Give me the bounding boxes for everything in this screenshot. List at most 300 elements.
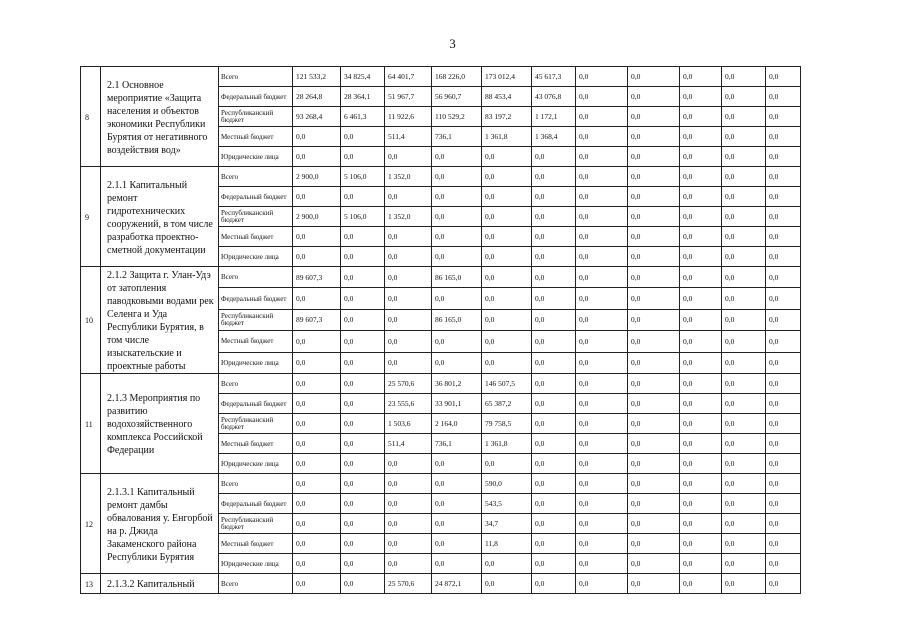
value-cell: 0,0	[722, 107, 766, 127]
funding-source: Местный бюджет	[219, 127, 293, 147]
value-cell: 511,4	[385, 127, 432, 147]
value-cell: 0,0	[766, 107, 801, 127]
value-cell: 0,0	[722, 494, 766, 514]
value-cell: 0,0	[722, 414, 766, 434]
value-cell: 0,0	[722, 309, 766, 330]
value-cell: 79 758,5	[482, 414, 532, 434]
funding-source: Республиканский бюджет	[219, 414, 293, 434]
table-row	[81, 267, 801, 288]
value-cell: 0,0	[532, 554, 576, 574]
value-cell: 173 012,4	[482, 67, 532, 87]
value-cell: 0,0	[432, 147, 482, 167]
value-cell: 43 076,8	[532, 87, 576, 107]
row-number: 11	[81, 374, 101, 474]
value-cell: 0,0	[766, 267, 801, 288]
value-cell: 36 801,2	[432, 374, 482, 394]
value-cell: 0,0	[293, 247, 341, 267]
value-cell: 0,0	[680, 374, 722, 394]
value-cell: 0,0	[293, 331, 341, 352]
value-cell: 0,0	[628, 87, 680, 107]
funding-source: Республиканский бюджет	[219, 107, 293, 127]
value-cell: 1 368,4	[532, 127, 576, 147]
value-cell: 0,0	[628, 187, 680, 207]
value-cell: 0,0	[680, 574, 722, 594]
value-cell: 0,0	[576, 127, 628, 147]
value-cell: 0,0	[341, 434, 385, 454]
value-cell: 0,0	[432, 554, 482, 574]
value-cell: 0,0	[432, 454, 482, 474]
value-cell: 0,0	[628, 267, 680, 288]
value-cell: 0,0	[576, 227, 628, 247]
row-number: 10	[81, 267, 101, 374]
value-cell: 0,0	[722, 207, 766, 227]
funding-source: Республиканский бюджет	[219, 309, 293, 330]
funding-source: Федеральный бюджет	[219, 87, 293, 107]
funding-source: Местный бюджет	[219, 434, 293, 454]
value-cell: 1 172,1	[532, 107, 576, 127]
value-cell: 0,0	[766, 331, 801, 352]
value-cell: 0,0	[432, 167, 482, 187]
table-row	[81, 474, 801, 494]
value-cell: 0,0	[722, 331, 766, 352]
value-cell: 0,0	[576, 87, 628, 107]
value-cell: 0,0	[341, 267, 385, 288]
value-cell: 0,0	[385, 331, 432, 352]
value-cell: 0,0	[766, 288, 801, 309]
value-cell: 0,0	[576, 434, 628, 454]
value-cell: 0,0	[766, 187, 801, 207]
value-cell: 0,0	[385, 454, 432, 474]
value-cell: 0,0	[576, 187, 628, 207]
funding-source: Юридические лица	[219, 147, 293, 167]
value-cell: 736,1	[432, 127, 482, 147]
value-cell: 0,0	[532, 474, 576, 494]
value-cell: 0,0	[680, 288, 722, 309]
value-cell: 0,0	[628, 288, 680, 309]
funding-source: Всего	[219, 67, 293, 87]
value-cell: 0,0	[576, 394, 628, 414]
value-cell: 0,0	[576, 309, 628, 330]
value-cell: 0,0	[766, 167, 801, 187]
value-cell: 1 352,0	[385, 207, 432, 227]
value-cell: 0,0	[432, 247, 482, 267]
value-cell: 1 503,6	[385, 414, 432, 434]
value-cell: 0,0	[293, 288, 341, 309]
value-cell: 0,0	[628, 434, 680, 454]
value-cell: 28 364,1	[341, 87, 385, 107]
value-cell: 0,0	[680, 87, 722, 107]
value-cell: 0,0	[341, 414, 385, 434]
value-cell: 0,0	[628, 474, 680, 494]
value-cell: 0,0	[722, 514, 766, 534]
value-cell: 0,0	[532, 514, 576, 534]
value-cell: 0,0	[532, 247, 576, 267]
value-cell: 0,0	[722, 87, 766, 107]
value-cell: 24 872,1	[432, 574, 482, 594]
value-cell: 0,0	[532, 288, 576, 309]
value-cell: 0,0	[532, 534, 576, 554]
funding-source: Юридические лица	[219, 454, 293, 474]
value-cell: 0,0	[576, 207, 628, 227]
value-cell: 0,0	[576, 147, 628, 167]
value-cell: 0,0	[680, 309, 722, 330]
value-cell: 0,0	[293, 574, 341, 594]
value-cell: 0,0	[722, 67, 766, 87]
value-cell: 0,0	[341, 187, 385, 207]
value-cell: 0,0	[482, 288, 532, 309]
value-cell: 34 825,4	[341, 67, 385, 87]
value-cell: 0,0	[628, 207, 680, 227]
value-cell: 0,0	[432, 352, 482, 373]
value-cell: 0,0	[628, 107, 680, 127]
value-cell: 0,0	[385, 514, 432, 534]
value-cell: 0,0	[766, 474, 801, 494]
value-cell: 0,0	[576, 514, 628, 534]
value-cell: 0,0	[628, 309, 680, 330]
value-cell: 56 960,7	[432, 87, 482, 107]
value-cell: 0,0	[293, 352, 341, 373]
value-cell: 0,0	[532, 147, 576, 167]
value-cell: 0,0	[766, 227, 801, 247]
value-cell: 0,0	[680, 414, 722, 434]
value-cell: 0,0	[432, 288, 482, 309]
value-cell: 0,0	[482, 574, 532, 594]
value-cell: 168 226,0	[432, 67, 482, 87]
value-cell: 0,0	[722, 454, 766, 474]
value-cell: 0,0	[341, 394, 385, 414]
value-cell: 0,0	[385, 534, 432, 554]
value-cell: 0,0	[532, 309, 576, 330]
value-cell: 0,0	[722, 474, 766, 494]
value-cell: 0,0	[576, 474, 628, 494]
value-cell: 0,0	[482, 331, 532, 352]
value-cell: 0,0	[766, 87, 801, 107]
value-cell: 0,0	[722, 374, 766, 394]
value-cell: 0,0	[385, 494, 432, 514]
value-cell: 0,0	[532, 207, 576, 227]
value-cell: 0,0	[722, 534, 766, 554]
value-cell: 0,0	[432, 514, 482, 534]
row-number: 9	[81, 167, 101, 267]
value-cell: 0,0	[722, 394, 766, 414]
value-cell: 0,0	[482, 454, 532, 474]
value-cell: 51 967,7	[385, 87, 432, 107]
value-cell: 2 900,0	[293, 207, 341, 227]
table-row	[81, 67, 801, 87]
value-cell: 0,0	[385, 474, 432, 494]
value-cell: 0,0	[532, 352, 576, 373]
value-cell: 0,0	[766, 414, 801, 434]
value-cell: 0,0	[532, 454, 576, 474]
value-cell: 0,0	[766, 554, 801, 574]
value-cell: 0,0	[293, 227, 341, 247]
value-cell: 0,0	[766, 534, 801, 554]
funding-source: Юридические лица	[219, 247, 293, 267]
funding-source: Федеральный бюджет	[219, 394, 293, 414]
value-cell: 86 165,0	[432, 267, 482, 288]
value-cell: 0,0	[722, 434, 766, 454]
value-cell: 0,0	[576, 267, 628, 288]
value-cell: 25 570,6	[385, 574, 432, 594]
value-cell: 0,0	[482, 247, 532, 267]
value-cell: 0,0	[293, 374, 341, 394]
value-cell: 0,0	[385, 187, 432, 207]
value-cell: 25 570,6	[385, 374, 432, 394]
value-cell: 0,0	[722, 187, 766, 207]
value-cell: 0,0	[576, 494, 628, 514]
value-cell: 0,0	[576, 554, 628, 574]
value-cell: 0,0	[385, 247, 432, 267]
value-cell: 0,0	[432, 331, 482, 352]
value-cell: 0,0	[293, 474, 341, 494]
value-cell: 0,0	[293, 394, 341, 414]
value-cell: 64 401,7	[385, 67, 432, 87]
value-cell: 83 197,2	[482, 107, 532, 127]
value-cell: 0,0	[628, 374, 680, 394]
value-cell: 0,0	[532, 574, 576, 594]
funding-source: Всего	[219, 267, 293, 288]
value-cell: 0,0	[766, 374, 801, 394]
value-cell: 110 529,2	[432, 107, 482, 127]
value-cell: 65 387,2	[482, 394, 532, 414]
value-cell: 0,0	[628, 574, 680, 594]
value-cell: 0,0	[766, 67, 801, 87]
value-cell: 0,0	[576, 167, 628, 187]
funding-source: Всего	[219, 167, 293, 187]
value-cell: 88 453,4	[482, 87, 532, 107]
value-cell: 0,0	[341, 534, 385, 554]
value-cell: 0,0	[532, 494, 576, 514]
funding-source: Республиканский бюджет	[219, 207, 293, 227]
value-cell: 0,0	[341, 514, 385, 534]
value-cell: 0,0	[482, 207, 532, 227]
funding-source: Всего	[219, 374, 293, 394]
value-cell: 0,0	[722, 127, 766, 147]
value-cell: 0,0	[576, 288, 628, 309]
value-cell: 0,0	[680, 187, 722, 207]
value-cell: 0,0	[432, 474, 482, 494]
table-row	[81, 167, 801, 187]
value-cell: 0,0	[766, 207, 801, 227]
value-cell: 0,0	[293, 187, 341, 207]
value-cell: 0,0	[722, 167, 766, 187]
value-cell: 0,0	[766, 394, 801, 414]
activity-name: 2.1.3.1 Капитальный ремонт дамбы обвалования у. Енгорбой на р. Джида Закаменского района Республики Бурятия	[101, 474, 219, 574]
value-cell: 0,0	[680, 474, 722, 494]
budget-table	[80, 66, 801, 594]
value-cell: 0,0	[766, 127, 801, 147]
value-cell: 736,1	[432, 434, 482, 454]
activity-name: 2.1 Основное мероприятие «Защита населения и объектов экономики Республики Бурятия от негативного воздействия вод»	[101, 67, 219, 167]
value-cell: 2 164,0	[432, 414, 482, 434]
value-cell: 0,0	[680, 394, 722, 414]
value-cell: 89 607,3	[293, 309, 341, 330]
value-cell: 0,0	[628, 534, 680, 554]
value-cell: 0,0	[628, 414, 680, 434]
funding-source: Федеральный бюджет	[219, 288, 293, 309]
value-cell: 0,0	[482, 147, 532, 167]
value-cell: 0,0	[680, 534, 722, 554]
value-cell: 0,0	[722, 247, 766, 267]
value-cell: 0,0	[341, 247, 385, 267]
value-cell: 86 165,0	[432, 309, 482, 330]
value-cell: 0,0	[576, 534, 628, 554]
value-cell: 0,0	[341, 227, 385, 247]
value-cell: 0,0	[532, 331, 576, 352]
value-cell: 11 922,6	[385, 107, 432, 127]
value-cell: 0,0	[722, 267, 766, 288]
value-cell: 0,0	[722, 574, 766, 594]
value-cell: 0,0	[680, 207, 722, 227]
value-cell: 0,0	[293, 554, 341, 574]
value-cell: 0,0	[341, 309, 385, 330]
value-cell: 0,0	[293, 494, 341, 514]
value-cell: 2 900,0	[293, 167, 341, 187]
funding-source: Юридические лица	[219, 352, 293, 373]
value-cell: 0,0	[576, 331, 628, 352]
value-cell: 0,0	[576, 414, 628, 434]
row-number: 8	[81, 67, 101, 167]
value-cell: 0,0	[482, 554, 532, 574]
value-cell: 0,0	[680, 331, 722, 352]
funding-source: Юридические лица	[219, 554, 293, 574]
value-cell: 0,0	[576, 247, 628, 267]
value-cell: 0,0	[766, 247, 801, 267]
page-number: 3	[449, 36, 456, 51]
value-cell: 0,0	[628, 352, 680, 373]
value-cell: 0,0	[432, 187, 482, 207]
value-cell: 0,0	[341, 574, 385, 594]
value-cell: 23 555,6	[385, 394, 432, 414]
value-cell: 0,0	[680, 434, 722, 454]
value-cell: 0,0	[293, 534, 341, 554]
value-cell: 0,0	[341, 288, 385, 309]
value-cell: 0,0	[293, 454, 341, 474]
value-cell: 590,0	[482, 474, 532, 494]
value-cell: 0,0	[628, 454, 680, 474]
value-cell: 0,0	[680, 454, 722, 474]
value-cell: 0,0	[482, 187, 532, 207]
value-cell: 0,0	[432, 494, 482, 514]
value-cell: 0,0	[766, 494, 801, 514]
value-cell: 93 268,4	[293, 107, 341, 127]
value-cell: 0,0	[628, 247, 680, 267]
value-cell: 0,0	[482, 309, 532, 330]
row-number: 12	[81, 474, 101, 574]
value-cell: 0,0	[341, 127, 385, 147]
activity-name: 2.1.2 Защита г. Улан-Удэ от затопления паводковыми водами рек Селенга и Уда Республики Бурятия, в том числе изыскательские и проектные работы	[101, 267, 219, 374]
value-cell: 0,0	[628, 227, 680, 247]
value-cell: 0,0	[385, 288, 432, 309]
value-cell: 0,0	[532, 414, 576, 434]
value-cell: 0,0	[341, 352, 385, 373]
funding-source: Республиканский бюджет	[219, 514, 293, 534]
value-cell: 0,0	[680, 147, 722, 167]
value-cell: 0,0	[293, 414, 341, 434]
value-cell: 0,0	[722, 352, 766, 373]
value-cell: 0,0	[293, 434, 341, 454]
value-cell: 0,0	[341, 331, 385, 352]
value-cell: 0,0	[341, 454, 385, 474]
value-cell: 0,0	[766, 514, 801, 534]
value-cell: 0,0	[385, 309, 432, 330]
value-cell: 11,8	[482, 534, 532, 554]
value-cell: 0,0	[680, 352, 722, 373]
value-cell: 0,0	[385, 227, 432, 247]
value-cell: 0,0	[680, 227, 722, 247]
value-cell: 0,0	[341, 474, 385, 494]
value-cell: 0,0	[532, 187, 576, 207]
value-cell: 0,0	[532, 394, 576, 414]
value-cell: 0,0	[722, 227, 766, 247]
value-cell: 0,0	[722, 288, 766, 309]
value-cell: 0,0	[341, 494, 385, 514]
value-cell: 6 461,3	[341, 107, 385, 127]
value-cell: 0,0	[385, 267, 432, 288]
value-cell: 5 106,0	[341, 207, 385, 227]
value-cell: 0,0	[722, 147, 766, 167]
value-cell: 0,0	[628, 67, 680, 87]
value-cell: 0,0	[680, 107, 722, 127]
value-cell: 0,0	[766, 574, 801, 594]
funding-source: Местный бюджет	[219, 331, 293, 352]
funding-source: Местный бюджет	[219, 227, 293, 247]
value-cell: 0,0	[766, 309, 801, 330]
value-cell: 0,0	[680, 514, 722, 534]
table-row	[81, 574, 801, 594]
value-cell: 0,0	[680, 67, 722, 87]
value-cell: 1 361,8	[482, 434, 532, 454]
value-cell: 28 264,8	[293, 87, 341, 107]
value-cell: 0,0	[628, 554, 680, 574]
funding-source: Федеральный бюджет	[219, 187, 293, 207]
value-cell: 0,0	[532, 227, 576, 247]
activity-name: 2.1.1 Капитальный ремонт гидротехнических сооружений, в том числе разработка проектно-сметной документации	[101, 167, 219, 267]
value-cell: 1 361,8	[482, 127, 532, 147]
value-cell: 543,5	[482, 494, 532, 514]
value-cell: 0,0	[576, 574, 628, 594]
value-cell: 0,0	[766, 454, 801, 474]
value-cell: 0,0	[532, 374, 576, 394]
value-cell: 0,0	[628, 331, 680, 352]
value-cell: 121 533,2	[293, 67, 341, 87]
value-cell: 0,0	[293, 147, 341, 167]
value-cell: 0,0	[766, 434, 801, 454]
value-cell: 0,0	[385, 352, 432, 373]
funding-source: Местный бюджет	[219, 534, 293, 554]
value-cell: 0,0	[293, 514, 341, 534]
value-cell: 511,4	[385, 434, 432, 454]
value-cell: 0,0	[766, 352, 801, 373]
value-cell: 0,0	[576, 67, 628, 87]
value-cell: 0,0	[482, 167, 532, 187]
value-cell: 33 901,1	[432, 394, 482, 414]
value-cell: 5 106,0	[341, 167, 385, 187]
value-cell: 0,0	[680, 494, 722, 514]
row-number: 13	[81, 574, 101, 594]
value-cell: 0,0	[385, 554, 432, 574]
value-cell: 0,0	[680, 247, 722, 267]
value-cell: 0,0	[576, 454, 628, 474]
value-cell: 0,0	[532, 267, 576, 288]
value-cell: 0,0	[482, 267, 532, 288]
value-cell: 0,0	[628, 147, 680, 167]
value-cell: 0,0	[293, 127, 341, 147]
funding-source: Всего	[219, 474, 293, 494]
table-row	[81, 374, 801, 394]
value-cell: 34,7	[482, 514, 532, 534]
value-cell: 45 617,3	[532, 67, 576, 87]
